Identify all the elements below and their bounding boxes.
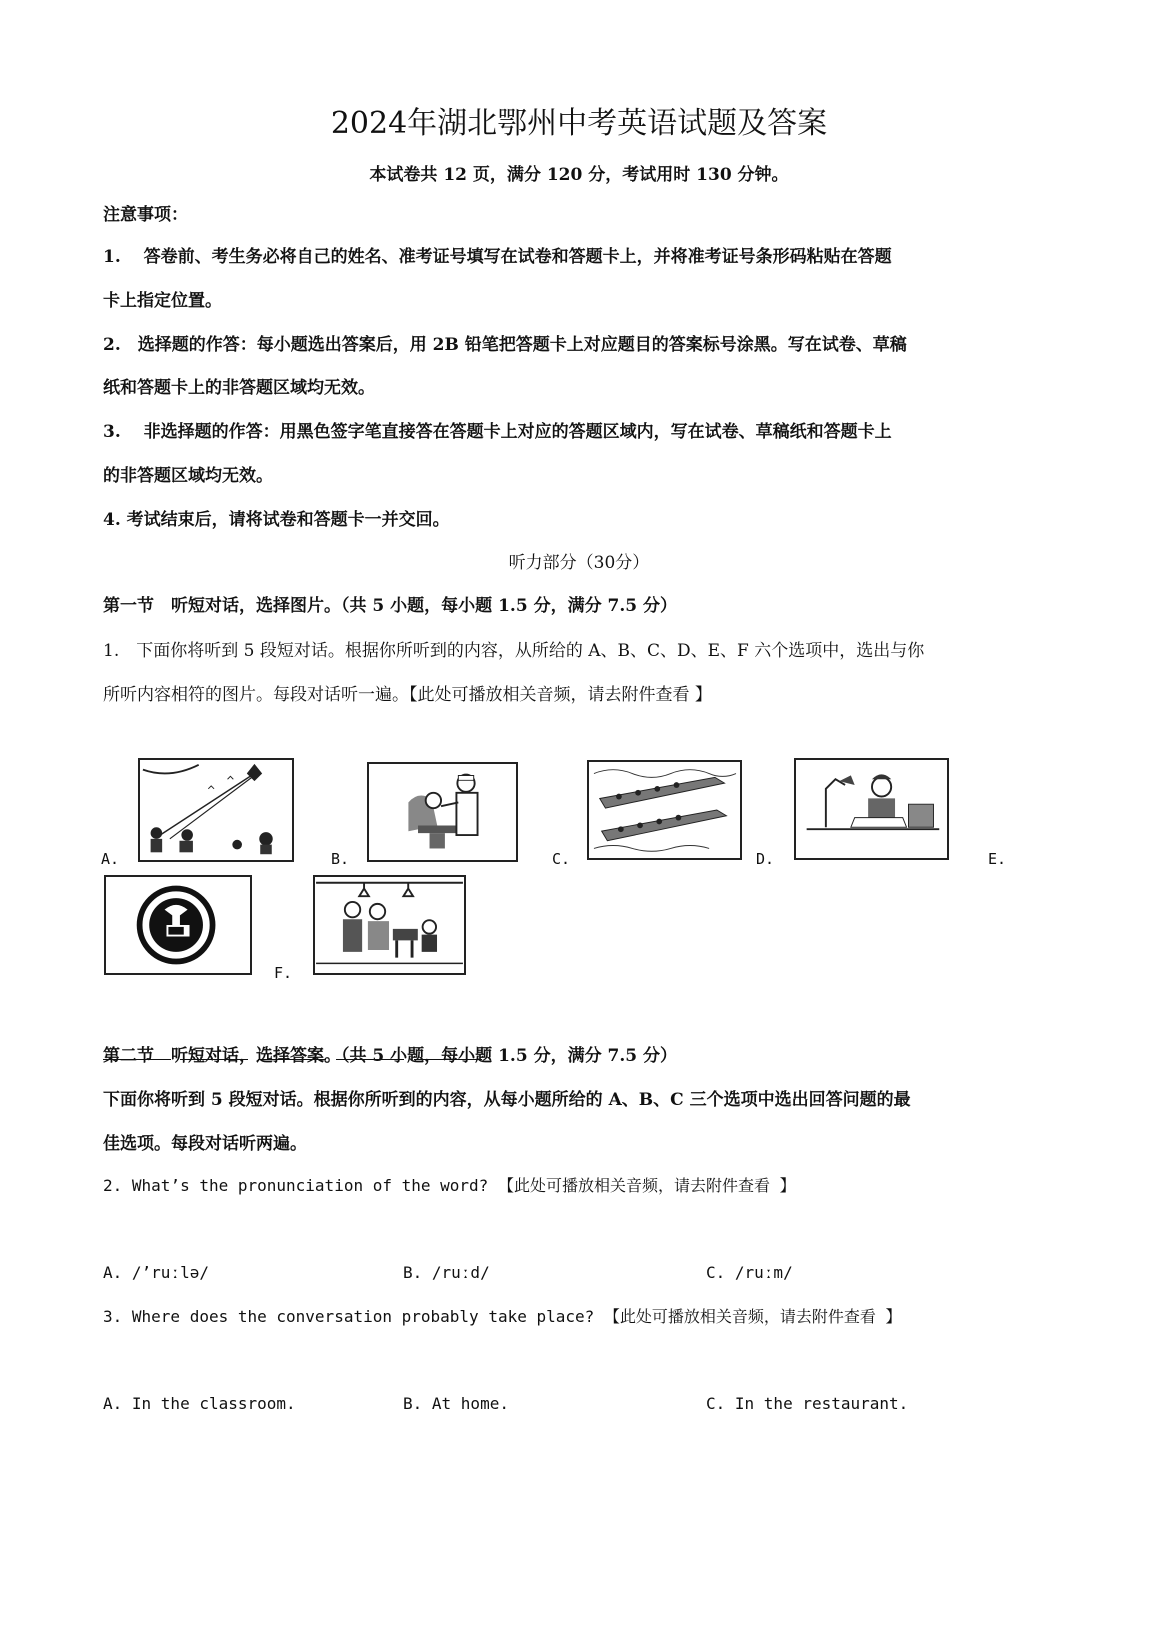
section-2-instruction-line-2: 佳选项。每段对话听两遍。 bbox=[103, 1134, 307, 1154]
page-title: 2024年湖北鄂州中考英语试题及答案 bbox=[330, 106, 828, 141]
picture-d-studying bbox=[794, 758, 949, 860]
picture-e-sign bbox=[104, 875, 252, 975]
section-1-title: 第一节 听短对话，选择图片。（共 5 小题，每小题 1.5 分，满分 7.5 分） bbox=[103, 596, 677, 616]
option-label-b: B. bbox=[331, 850, 350, 868]
question-3-stem: 3. Where does the conversation probably take place? 【此处可播放相关音频，请去附件查看 】 bbox=[103, 1307, 902, 1326]
notice-item-3-line-1: 3. 非选择题的作答：用黑色签字笔直接答在答题卡上对应的答题区域内，写在试卷、草稿纸和答题卡上 bbox=[103, 422, 892, 442]
question-3-option-a: A. In the classroom. bbox=[103, 1394, 296, 1413]
question-3-option-c: C. In the restaurant. bbox=[706, 1394, 909, 1413]
option-label-f: F. bbox=[274, 964, 293, 982]
picture-a-kite bbox=[138, 758, 294, 862]
dentist-drawing bbox=[369, 764, 516, 860]
dragon-boat-drawing bbox=[589, 762, 740, 858]
question-1-line-1: 1. 下面你将听到 5 段短对话。根据你所听到的内容，从所给的 A、B、C、D、E、F 六个选项中，选出与你 bbox=[103, 641, 925, 661]
question-1-line-2: 所听内容相符的图片。每段对话听一遍。【此处可播放相关音频，请去附件查看 】 bbox=[103, 685, 712, 705]
section-2-title: 第二节 听短对话，选择答案。（共 5 小题，每小题 1.5 分，满分 7.5 分） bbox=[103, 1046, 677, 1066]
option-label-e: E. bbox=[988, 850, 1007, 868]
option-label-c: C. bbox=[552, 850, 571, 868]
notice-item-3-line-2: 的非答题区域均无效。 bbox=[103, 466, 273, 486]
question-2-option-a: A. /’ruːlə/ bbox=[103, 1263, 209, 1282]
option-label-d: D. bbox=[756, 850, 775, 868]
kite-drawing bbox=[140, 760, 292, 860]
bus-seat-drawing bbox=[315, 877, 464, 973]
option-label-a: A. bbox=[101, 850, 120, 868]
picture-b-dentist bbox=[367, 762, 518, 862]
question-2-option-b: B. /ruːd/ bbox=[403, 1263, 490, 1282]
question-2-option-c: C. /ruːm/ bbox=[706, 1263, 793, 1282]
listening-part-title: 听力部分（30分） bbox=[508, 553, 650, 573]
notice-item-4: 4. 考试结束后，请将试卷和答题卡一并交回。 bbox=[103, 510, 450, 530]
exam-subtitle: 本试卷共 12 页，满分 120 分，考试用时 130 分钟。 bbox=[369, 165, 789, 185]
studying-drawing bbox=[796, 760, 947, 858]
question-3-option-b: B. At home. bbox=[403, 1394, 509, 1413]
section-2-instruction-line-1: 下面你将听到 5 段短对话。根据你所听到的内容，从每小题所给的 A、B、C 三个选项中选出回答问题的最 bbox=[103, 1090, 911, 1110]
picture-f-bus-seat bbox=[313, 875, 466, 975]
sign-drawing bbox=[106, 877, 250, 973]
notice-heading: 注意事项： bbox=[103, 205, 188, 225]
notice-item-2-line-2: 纸和答题卡上的非答题区域均无效。 bbox=[103, 378, 375, 398]
notice-item-2-line-1: 2. 选择题的作答：每小题选出答案后，用 2B 铅笔把答题卡上对应题目的答案标号涂黑。写在试卷、草稿 bbox=[103, 335, 907, 355]
question-2-stem: 2. What’s the pronunciation of the word? 【此处可播放相关音频，请去附件查看 】 bbox=[103, 1176, 796, 1195]
picture-c-dragon-boats bbox=[587, 760, 742, 860]
notice-item-1-line-1: 1. 答卷前、考生务必将自己的姓名、准考证号填写在试卷和答题卡上，并将准考证号条形码粘贴在答题 bbox=[103, 247, 892, 267]
notice-item-1-line-2: 卡上指定位置。 bbox=[103, 291, 222, 311]
